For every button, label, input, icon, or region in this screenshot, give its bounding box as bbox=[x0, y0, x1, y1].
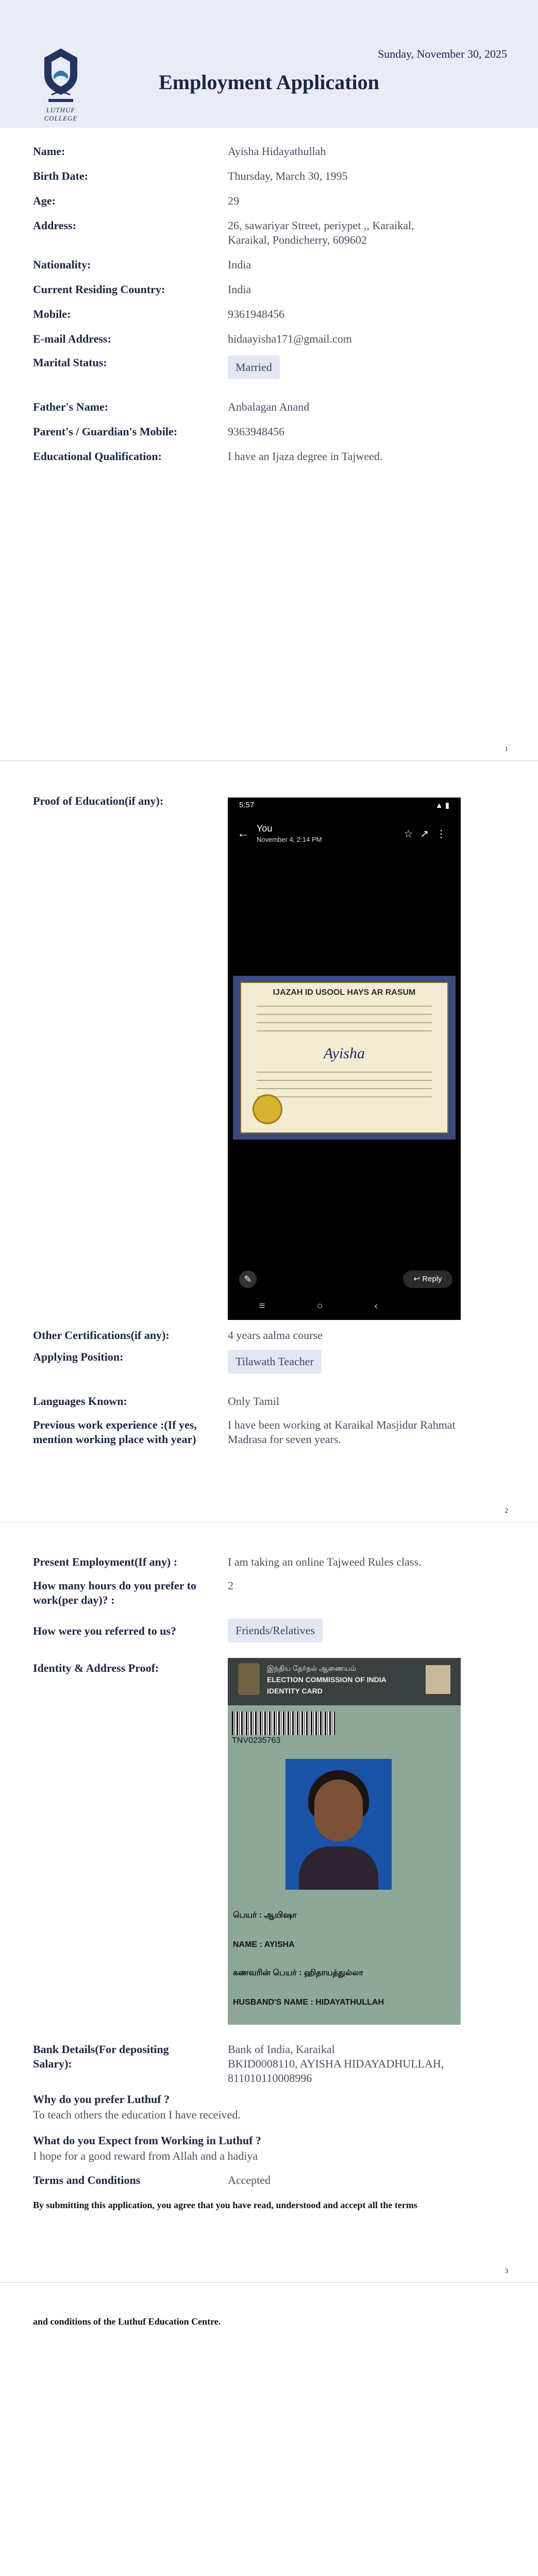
barcode-icon bbox=[232, 1711, 335, 1735]
certificate-text-line bbox=[257, 1096, 432, 1097]
marital-status-badge: Married bbox=[228, 355, 280, 379]
field-label: Birth Date: bbox=[33, 170, 88, 182]
field-label: Present Employment(If any) : bbox=[33, 1555, 178, 1568]
terms-statement-continued: and conditions of the Luthuf Education Centre. bbox=[33, 2316, 221, 2327]
idcard-header-tamil: இந்திய தேர்தல் ஆணையம் bbox=[267, 1664, 357, 1672]
identity-proof-image bbox=[228, 1658, 461, 2025]
certificate-title: IJAZAH ID USOOL HAYS AR RASUM bbox=[273, 988, 416, 997]
field-label: Parent's / Guardian's Mobile: bbox=[33, 425, 178, 438]
field-label: Languages Known: bbox=[33, 1395, 127, 1408]
header-date: Sunday, November 30, 2025 bbox=[378, 47, 507, 60]
expectation-question: What do you Expect from Working in Luthuf ? bbox=[33, 2134, 261, 2147]
signal-battery-icon: ▲ ▮ bbox=[435, 801, 449, 810]
field-label: Bank Details(For depositing bbox=[33, 2043, 169, 2056]
idcard-name-tamil: பெயர் : ஆயிஷா bbox=[233, 1911, 297, 1920]
field-value: I have been working at Karaikal Masjidur Rahmat bbox=[228, 1418, 456, 1431]
referral-badge: Friends/Relatives bbox=[228, 1619, 323, 1642]
field-label: Address: bbox=[33, 219, 76, 232]
field-label: Age: bbox=[33, 194, 56, 207]
field-value: 4 years aalma course bbox=[228, 1329, 323, 1342]
reply-label: Reply bbox=[422, 1275, 442, 1283]
field-label: Other Certifications(if any): bbox=[33, 1329, 170, 1342]
field-value-line2: Karaikal, Pondicherry, 609602 bbox=[228, 233, 367, 246]
field-value: Thursday, March 30, 1995 bbox=[228, 170, 348, 182]
field-label-line2: work(per day)? : bbox=[33, 1594, 115, 1606]
field-value-line2: Madrasa for seven years. bbox=[228, 1433, 341, 1446]
field-value: 9361948456 bbox=[228, 308, 284, 320]
field-value-line2: BKID0008110, AYISHA HIDAYADHULLAH, bbox=[228, 2057, 444, 2070]
certificate-text-line bbox=[257, 1006, 432, 1007]
field-label: How many hours do you prefer to bbox=[33, 1579, 196, 1592]
idcard-number: TNV0235763 bbox=[232, 1736, 281, 1745]
page-number: 2 bbox=[505, 1506, 508, 1514]
idcard-header bbox=[228, 1658, 461, 1705]
field-value: hidaayisha171@gmail.com bbox=[228, 332, 352, 345]
field-value: Ayisha Hidayathullah bbox=[228, 145, 326, 158]
field-value: Anbalagan Anand bbox=[228, 400, 310, 413]
field-label: Proof of Education(if any): bbox=[33, 794, 164, 807]
field-value: India bbox=[228, 283, 251, 296]
field-value: Only Tamil bbox=[228, 1395, 280, 1408]
field-label: Father's Name: bbox=[33, 400, 109, 413]
edit-icon: ✎ bbox=[239, 1270, 257, 1288]
logo-text: LUTHUF COLLEGE bbox=[44, 106, 78, 122]
hologram-icon bbox=[426, 1665, 450, 1694]
idcard-name-english: NAME : AYISHA bbox=[233, 1940, 295, 1949]
certificate-text-line bbox=[257, 1030, 432, 1031]
field-label-line2: Salary): bbox=[33, 2057, 72, 2070]
phone-toolbar-title: You bbox=[257, 823, 273, 834]
photo-body bbox=[299, 1846, 378, 1890]
seal-icon bbox=[253, 1094, 282, 1124]
why-luthuf-answer: To teach others the education I have received. bbox=[33, 2108, 241, 2121]
field-label: Educational Qualification: bbox=[33, 450, 162, 463]
emblem-icon bbox=[238, 1663, 260, 1695]
field-label: Previous work experience :(If yes, bbox=[33, 1418, 197, 1431]
field-value: India bbox=[228, 258, 251, 271]
field-label: Name: bbox=[33, 145, 65, 158]
certificate-text-line bbox=[257, 1022, 432, 1023]
field-value: 26, sawariyar Street, periypet ,, Karaikal, bbox=[228, 219, 414, 232]
field-label: Nationality: bbox=[33, 258, 91, 271]
field-label: Current Residing Country: bbox=[33, 283, 165, 296]
page-divider bbox=[0, 2282, 538, 2283]
why-luthuf-question: Why do you prefer Luthuf ? bbox=[33, 2093, 170, 2106]
field-value: 9363948456 bbox=[228, 425, 284, 438]
page-number: 1 bbox=[505, 745, 508, 753]
field-value-line3: 811010110008996 bbox=[228, 2072, 312, 2084]
phone-status-time: 5:57 bbox=[239, 801, 255, 809]
certificate-text-line bbox=[257, 1014, 432, 1015]
field-value-wrap bbox=[228, 355, 496, 379]
idcard-husband-tamil: கணவரின் பெயர் : ஹிதாயத்துல்லா bbox=[233, 1969, 363, 1977]
certificate-name: Ayisha bbox=[324, 1045, 365, 1062]
field-label: How were you referred to us? bbox=[33, 1624, 176, 1637]
field-label: Terms and Conditions bbox=[33, 2174, 141, 2187]
phone-nav-bar-icon: ≡○‹ bbox=[259, 1300, 430, 1312]
page-number: 3 bbox=[505, 2267, 508, 2275]
field-value-wrap bbox=[228, 1350, 496, 1374]
phone-status-bar bbox=[239, 801, 449, 812]
terms-statement: By submitting this application, you agree that you have read, understood and accept all the terms bbox=[33, 2200, 417, 2210]
idcard-photo bbox=[285, 1759, 392, 1890]
field-label: Identity & Address Proof: bbox=[33, 1662, 159, 1674]
field-value: 2 bbox=[228, 1579, 233, 1592]
reply-button: ↩ Reply bbox=[403, 1270, 452, 1288]
field-value: 29 bbox=[228, 194, 239, 207]
field-label: E-mail Address: bbox=[33, 332, 111, 345]
photo-face bbox=[314, 1780, 363, 1841]
field-value: I am taking an online Tajweed Rules class. bbox=[228, 1555, 422, 1568]
field-label: Mobile: bbox=[33, 308, 71, 320]
certificate-text-line bbox=[257, 1088, 432, 1089]
idcard-header-type: IDENTITY CARD bbox=[267, 1687, 323, 1695]
field-label: Applying Position: bbox=[33, 1350, 124, 1363]
certificate-image bbox=[233, 976, 456, 1140]
phone-toolbar bbox=[228, 822, 461, 851]
field-label-line2: mention working place with year) bbox=[33, 1433, 196, 1446]
star-share-more-icons: ☆↗⋮ bbox=[404, 828, 453, 840]
page-title: Employment Application bbox=[159, 71, 379, 94]
field-value-wrap bbox=[228, 1619, 496, 1642]
field-value: Bank of India, Karaikal bbox=[228, 2043, 335, 2056]
certificate-body bbox=[240, 982, 448, 1133]
header-band bbox=[0, 0, 538, 128]
education-proof-image bbox=[228, 798, 461, 1320]
idcard-header-english: ELECTION COMMISSION OF INDIA bbox=[267, 1675, 386, 1684]
back-arrow-icon: ← bbox=[237, 826, 249, 840]
certificate-text-line bbox=[257, 1080, 432, 1081]
page-1 bbox=[0, 0, 538, 760]
position-badge: Tilawath Teacher bbox=[228, 1350, 322, 1374]
certificate-text-line bbox=[257, 1072, 432, 1073]
phone-toolbar-time: November 4, 2:14 PM bbox=[257, 836, 322, 843]
field-value: Accepted bbox=[228, 2174, 271, 2187]
field-value: I have an Ijaza degree in Tajweed. bbox=[228, 450, 383, 463]
expectation-answer: I hope for a good reward from Allah and a hadiya bbox=[33, 2149, 258, 2162]
idcard-husband-english: HUSBAND'S NAME : HIDAYATHULLAH bbox=[233, 1998, 384, 2007]
field-label: Marital Status: bbox=[33, 356, 107, 369]
